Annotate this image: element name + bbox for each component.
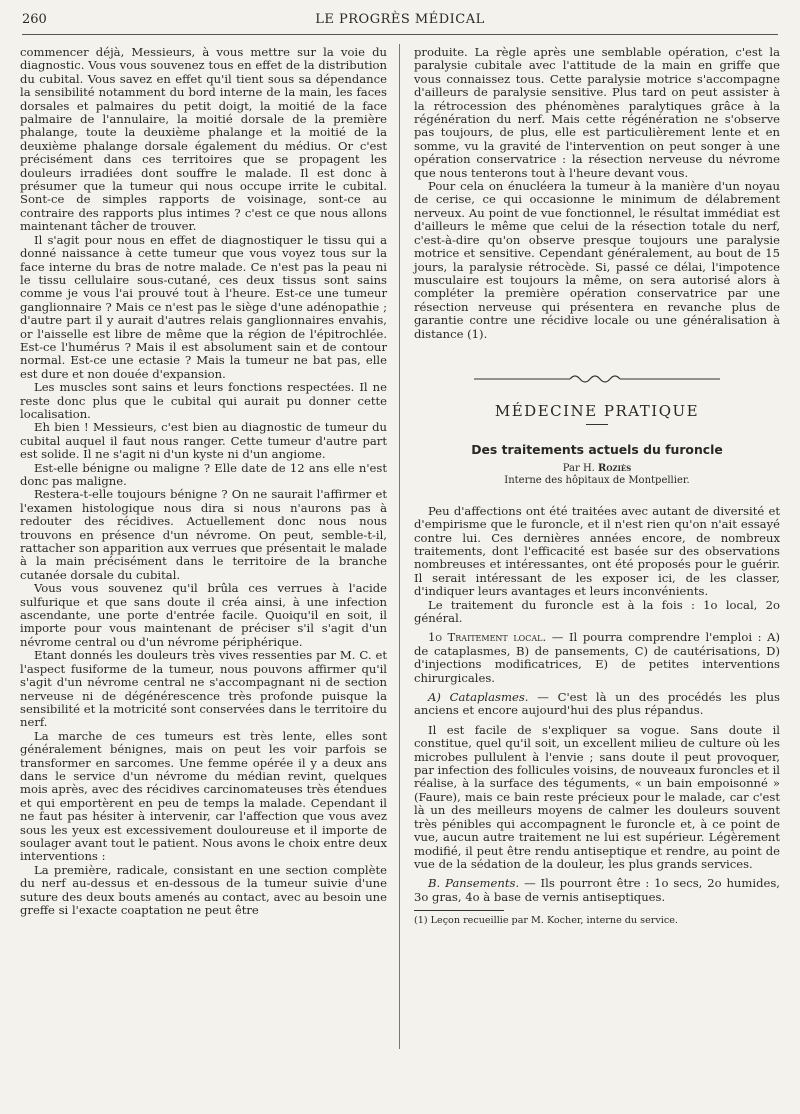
cataplasmes-label: A) Cataplasmes.	[428, 690, 529, 705]
article-title: Des traitements actuels du furoncle	[471, 442, 723, 458]
cataplasmes-text: — C'est là un des procédés les plus anciens et encore aujourd'hui des plus répandus.	[414, 690, 780, 718]
right-paragraph-2: Pour cela on énucléera la tumeur à la manière d'un noyau de cerise, ce qui occasionne le minimum de délabrement nerveux. Au point de vue fonctionnel, le résultat immédiat est d'ailleurs le même que celui de la résection totale du nerf, c'est-à-dire qu'on observe presque toujours une paralysie motrice et sensitive. Cependant généralement, au bout de 15 jours, la paralysie rétrocède. Si, passé ce délai, l'impotence musculaire est toujours la même, on sera autorisé alors à compléter la première opération conservatrice par une résection nerveuse qui présentera en revanche plus de garantie contre une récidive locale ou une généralisation à distance (1).	[414, 179, 780, 341]
byline	[414, 463, 780, 475]
pansements-paragraph	[414, 877, 780, 904]
section-title: MÉDECINE PRATIQUE	[494, 401, 700, 420]
left-paragraph-2: Il s'agit pour nous en effet de diagnostiquer le tissu qui a donné naissance à cette tumeur que vous voyez tous sur la face interne du bras de notre malade. Ce n'est pas la peau ni le tissu cellulaire sous-cutané, ces deux tissus sont sains comme je vous l'ai prouvé tout à l'heure. Est-ce une tumeur ganglionnaire ? Mais ce n'est pas le siège d'une adénopathie ; d'autre part il y aurait d'autres relais ganglionnaires envahis, or l'aisselle est libre de même que la région de l'épitrochlée. Est-ce l'humérus ? Mais il est absolument sain et de contour normal. Est-ce une ectasie ? Mais la tumeur ne bat pas, elle est dure et non douée d'expansion.	[20, 232, 387, 381]
journal-title: LE PROGRÈS MÉDICAL	[315, 12, 485, 27]
bain-paragraph: Il est facile de s'expliquer sa vogue. Sans doute il constitue, quel qu'il soit, un excellent milieu de culture où les microbes pullulent à l'envie ; sans doute il peut provoquer, par infection des follicules voisins, de nouveaux furoncles et il réalise, à la surface des téguments, « un bain empoisonné » (Faure), mais ce bain reste précieux pour le malade, car c'est là un des meilleurs moyens de calmer les douleurs souvent très pénibles qui accompagnent le furoncle et, à ce point de vue, aucun autre traitement ne lui est supérieur. Légèrement modifié, il peut être rendu antiseptique et rendre, au point de vue de la sédation de la douleur, les plus grands services.	[414, 722, 781, 871]
ornamental-divider	[414, 371, 780, 391]
cataplasmes-paragraph	[414, 691, 780, 718]
left-paragraph-9: La marche de ces tumeurs est très lente, elles sont généralement bénignes, mais on peut les voir parfois se transformer en sarcomes. Une femme opérée il y a deux ans dans le service d'un névrome du médian revint, quelques mois après, avec des récidives carcinomateuses très étendues et qui emportèrent en peu de temps la malade. Cependant il ne faut pas hésiter à intervenir, car l'affection que vous avez sous les yeux est excessivement douloureuse et il importe de soulager avant tout le patient. Nous avons le choix entre deux interventions :	[20, 728, 387, 864]
left-paragraph-4: Eh bien ! Messieurs, c'est bien au diagnostic de tumeur du cubital auquel il faut nous ranger. Cette tumeur d'autre part est solide. Il ne s'agit ni d'un kyste ni d'un angiome.	[20, 420, 387, 462]
author-affiliation: Interne des hôpitaux de Montpellier.	[504, 474, 690, 486]
left-column	[20, 46, 387, 917]
right-paragraph-1: produite. La règle après une semblable opération, c'est la paralysie cubitale avec l'attitude de la main en griffe que vous connaissez tous. Cette paralysie motrice s'accompagne d'ailleurs de paralysie sensitive. Plus tard on peut assister à la rétrocession des phénomènes paralytiques grâce à la régénération du nerf. Mais cette régénération ne s'observe pas toujours, de plus, elle est particulièrement lente et en somme, vu la gravité de l'intervention on peut songer à une opération conservatrice : la résection nerveuse du névrome que nous tenterons tout à l'heure devant vous.	[414, 45, 780, 180]
byline-author: Roziès	[598, 462, 632, 474]
article-paragraph-2: Le traitement du furoncle est à la fois : 1o local, 2o général.	[414, 597, 780, 625]
traitement-local-label: 1o Traitement local.	[428, 630, 547, 645]
title-rule	[586, 424, 608, 425]
left-paragraph-1: commencer déjà, Messieurs, à vous mettre sur la voie du diagnostic. Vous vous souvenez tous en effet de la distribution du cubital. Vous savez en effet qu'il tient sous sa dépendance la sensibilité notamment du bord interne de la main, les faces dorsales et palmaires du petit doigt, la moitié de la face palmaire de l'annulaire, la moitié dorsale de la première phalange, toute la deuxième phalange et la moitié de la deuxième phalange dorsale également du médius. Or c'est précisément dans ces territoires que se propagent les douleurs irradiées dont souffre le malade. Il est donc à présumer que la tumeur qui nous occupe irrite le cubital. Sont-ce de simples rapports de voisinage, sont-ce au contraire des rapports plus intimes ? c'est ce que nous allons maintenant tâcher de trouver.	[20, 45, 387, 234]
left-paragraph-6: Restera-t-elle toujours bénigne ? On ne saurait l'affirmer et l'examen histologique nous dira si nous n'aurons pas à redouter des récidives. Actuellement donc nous nous trouvons en présence d'un névrome. On peut, semble-t-il, rattacher son apparition aux verrues que présentait le malade à la main précisément dans le territoire de la branche cutanée dorsale du cubital.	[20, 487, 387, 582]
left-paragraph-8: Etant donnés les douleurs très vives ressenties par M. C. et l'aspect fusiforme de la tumeur, nous pouvons affirmer qu'il s'agit d'un névrome central ne s'accompagnant ni de section nerveuse ni de dégénérescence très profonde puisque la sensibilité et la motricité sont conservées dans le territoire du nerf.	[20, 648, 387, 730]
pansements-text: — Ils pourront être : 1o secs, 2o humides, 3o gras, 4o à base de vernis antiseptiques.	[414, 876, 780, 904]
footnote: (1) Leçon recueillie par M. Kocher, interne du service.	[414, 915, 678, 927]
flourish-ornament-icon	[472, 371, 722, 385]
left-paragraph-7: Vous vous souvenez qu'il brûla ces verrues à l'acide sulfurique et que sans doute il créa ainsi, à une infection ascendante, une porte d'entrée facile. Quoiqu'il en soit, il importe pour vous maintenant de préciser s'il s'agit d'un névrome central ou d'un névrome périphérique.	[20, 581, 387, 649]
traitement-local-text: — Il pourra comprendre l'emploi : A) de cataplasmes, B) de pansements, C) de cautérisations, D) d'injections modificatrices, E) de petites interventions chirurgicales.	[414, 630, 781, 685]
article-paragraph-1: Peu d'affections ont été traitées avec autant de diversité et d'empirisme que le furoncle, et il n'est rien qu'on n'ait essayé contre lui. Ces dernières années encore, de nombreux traitements, dont l'efficacité est basée sur des observations nombreuses et intéressantes, ont été proposés pour le guérir. Il serait intéressant de les exposer ici, de les classer, d'indiquer leurs avantages et leurs inconvénients.	[414, 503, 780, 599]
left-paragraph-3: Les muscles sont sains et leurs fonctions respectées. Il ne reste donc plus que le cubital qui aurait pu donner cette localisation.	[20, 380, 387, 421]
left-paragraph-10: La première, radicale, consistant en une section complète du nerf au-dessus et en-dessous de la tumeur suivie d'une suture des deux bouts amenés au contact, avec au besoin une greffe si l'exacte coaptation ne peut être	[20, 862, 387, 917]
left-paragraph-5: Est-elle bénigne ou maligne ? Elle date de 12 ans elle n'est donc pas maligne.	[20, 460, 387, 488]
right-column	[414, 46, 780, 927]
page-header	[22, 12, 778, 35]
page-number: 260	[22, 12, 47, 27]
traitement-local-paragraph	[414, 631, 780, 685]
byline-prefix: Par H.	[562, 462, 595, 474]
footnote-rule	[414, 910, 504, 911]
pansements-label: B. Pansements.	[428, 876, 520, 891]
column-divider	[399, 44, 400, 1049]
